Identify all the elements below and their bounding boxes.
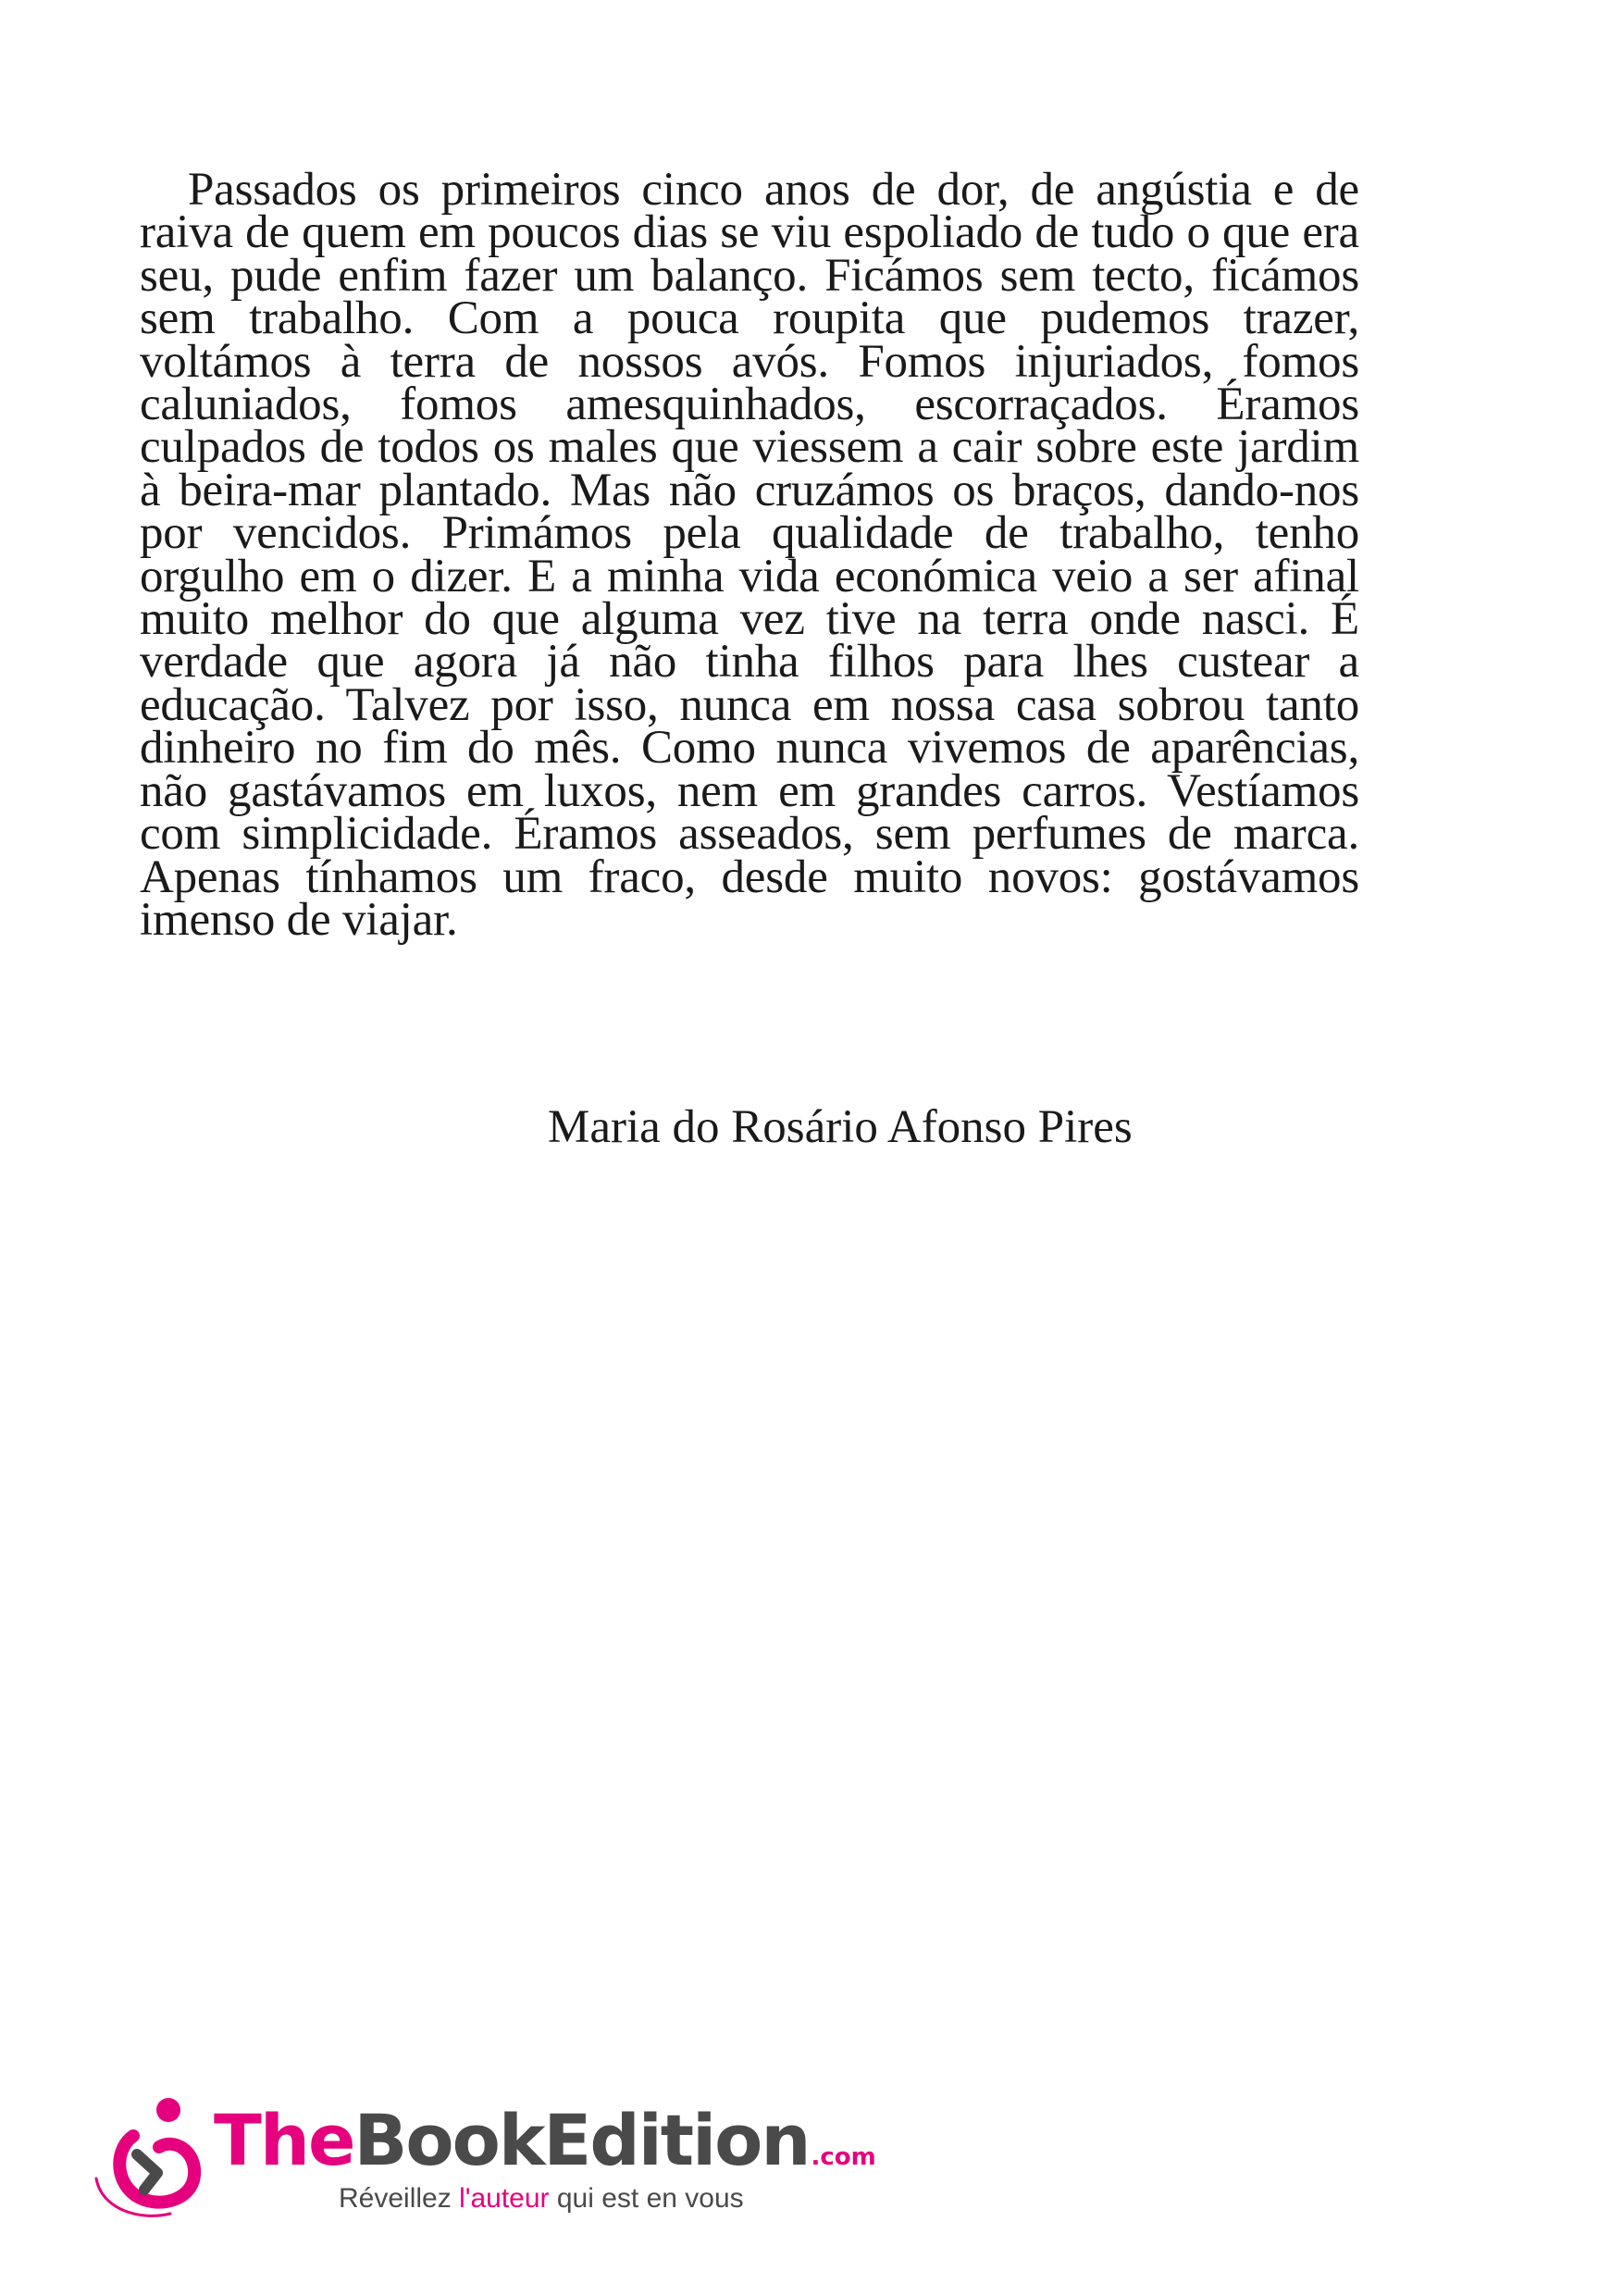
tagline-end: qui est en vous [549,2183,744,2214]
tagline-start: Réveillez [339,2183,460,2214]
author-signature: Maria do Rosário Afonso Pires [548,1101,1133,1153]
logo-word-book: Book [353,2099,544,2181]
publisher-logo [89,2093,876,2241]
logo-word-the: The [214,2099,354,2181]
body-paragraph: Passados os primeiros cinco anos de dor, de angústia e de raiva de quem em poucos dias se viu espoliado de tudo o que era seu, pude enfim fazer um balanço. Ficámos sem tecto, ficámos sem trabalho. Com a pouca roupita que pudemos trazer, voltámos à terra de nossos avós. Fomos injuriados, fomos caluniados, fomos amesquinhados, escorraçados. Éramos culpados de todos os males que viessem a cair sobre este jardim à beira-mar plantado. Mas não cruzámos os braços, dando-nos por vencidos. Primámos pela qualidade de trabalho, tenho orgulho em o dizer. E a minha vida económica veio a ser afinal muito melhor do que alguma vez tive na terra onde nasci. É verdade que agora já não tinha filhos para lhes custear a educação. Talvez por isso, nunca em nossa casa sobrou tanto dinheiro no fim do mês. Como nunca vivemos de aparências, não gastávamos em luxos, nem em grandes carros. Vestíamos com simplicidade. Éramos asseados, sem perfumes de marca. Apenas tínhamos um fraco, desde muito novos: gostávamos imenso de viajar. [140,164,1359,946]
person-swirl-icon [89,2093,209,2223]
logo-word-edition: Edition [543,2099,810,2181]
logo-domain: .com [811,2143,876,2171]
tagline-accent: l'auteur [459,2183,550,2214]
logo-tagline [339,2182,744,2215]
